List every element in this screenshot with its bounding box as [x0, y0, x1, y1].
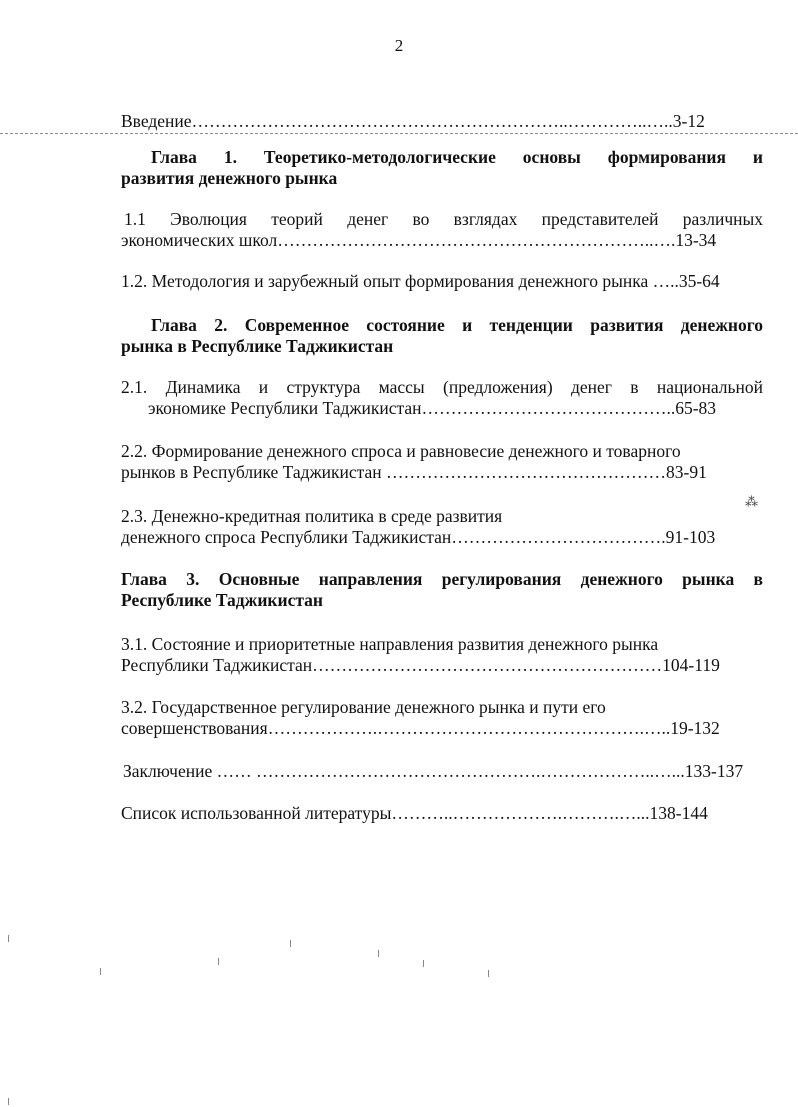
toc-2-1-line-1: 2.1. Динамика и структура массы (предложения) денег в национальной [121, 377, 763, 397]
scan-speck [290, 940, 291, 947]
chapter-1-heading-line-1: Глава 1. Теоретико-методологические основы формирования и [151, 147, 763, 167]
chapter-1-heading-line-2: развития денежного рынка [121, 168, 338, 188]
scan-speck [100, 968, 101, 975]
chapter-3-heading-line-2: Республике Таджикистан [121, 590, 324, 610]
toc-2-2-line-1: 2.2. Формирование денежного спроса и равновесие денежного и товарного [121, 441, 681, 461]
scan-speck [423, 960, 424, 967]
scan-speck [218, 958, 219, 965]
scan-speck [488, 970, 489, 977]
chapter-3-heading-line-1: Глава 3. Основные направления регулирования денежного рынка в [121, 569, 763, 589]
toc-3-1-line-1: 3.1. Состояние и приоритетные направления развития денежного рынка [121, 634, 659, 654]
toc-bibliography: Список использованной литературы………..……………….……….…...138-144 [121, 803, 708, 823]
chapter-2-heading-line-1: Глава 2. Современное состояние и тенденции развития денежного [151, 315, 763, 335]
toc-1-1-line-1: 1.1 Эволюция теорий денег во взглядах представителей различных [124, 209, 763, 229]
margin-mark: ⁂ [745, 494, 757, 509]
toc-conclusion: Заключение …… ………………………………………….………………..…...133-137 [123, 761, 744, 781]
toc-2-3-line-1: 2.3. Денежно-кредитная политика в среде развития [121, 506, 503, 526]
toc-1-2: 1.2. Методология и зарубежный опыт формирования денежного рынка …..35-64 [121, 271, 720, 291]
scan-speck [378, 950, 379, 957]
page-number: 2 [394, 36, 404, 55]
toc-3-2-line-1: 3.2. Государственное регулирование денежного рынка и пути его [121, 697, 606, 717]
scan-speck [8, 1098, 9, 1105]
chapter-2-heading-line-2: рынка в Республике Таджикистан [121, 336, 394, 356]
toc-3-2-line-2: совершенствования……………….……………………………………….…..19-132 [121, 718, 720, 738]
toc-3-1-line-2: Республики Таджикистан……………………………………………………104-119 [121, 655, 720, 675]
scan-speck [8, 935, 9, 942]
toc-introduction: Введение………………………………………………………..…………..…..3-12 [121, 111, 705, 131]
toc-1-1-line-2: экономических школ………………………………………………………..….13-34 [121, 230, 717, 250]
toc-2-1-line-2: экономике Республики Таджикистан……………………………………..65-83 [148, 398, 717, 418]
toc-2-2-line-2: рынков в Республике Таджикистан …………………………………………83-91 [121, 462, 707, 482]
scan-divider-line [0, 133, 798, 134]
toc-2-3-line-2: денежного спроса Республики Таджикистан……………………………….91-103 [121, 527, 716, 547]
